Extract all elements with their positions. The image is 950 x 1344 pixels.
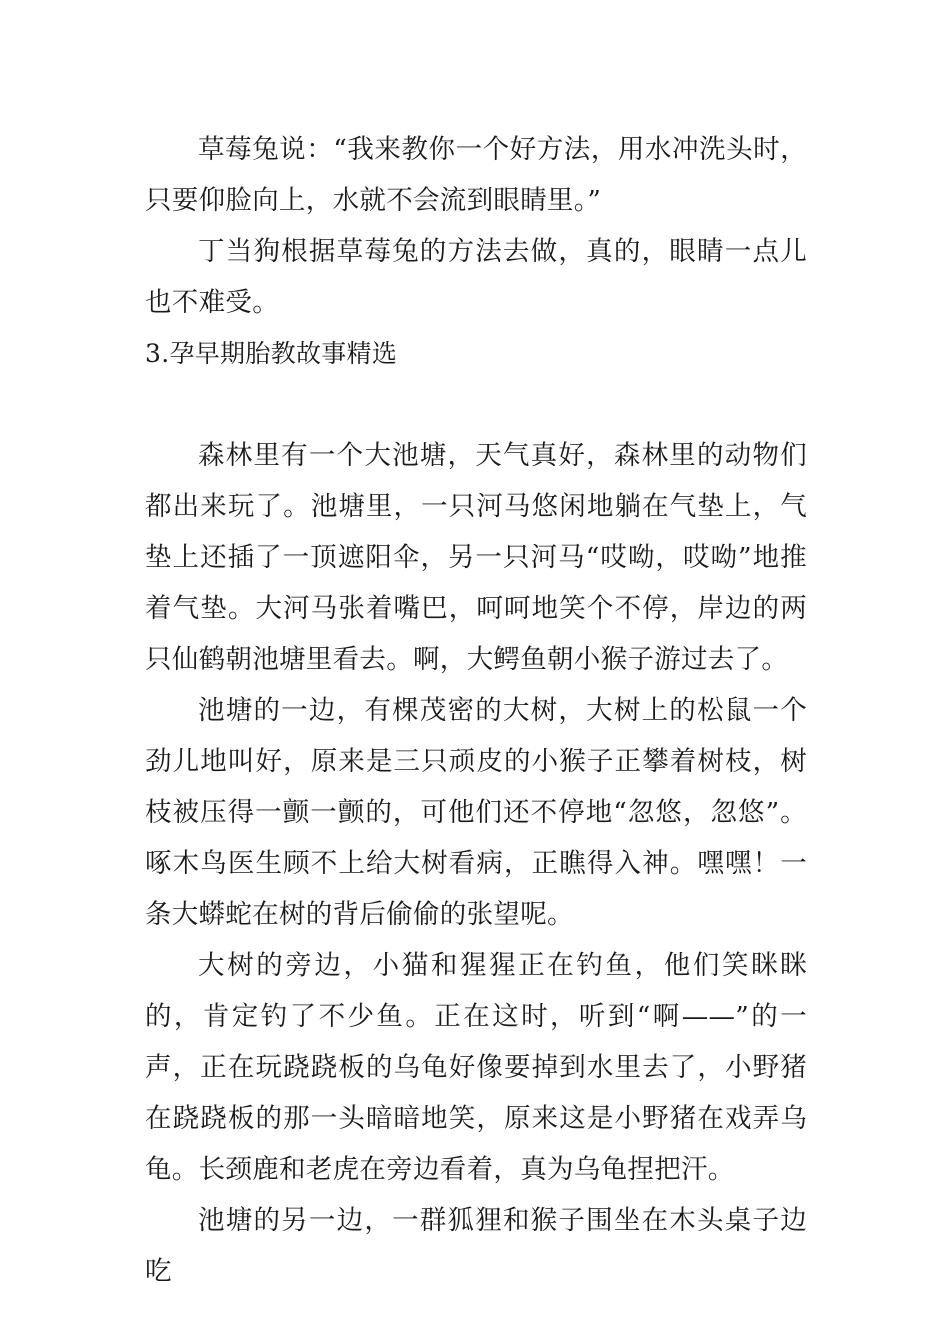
document-page <box>145 124 807 1297</box>
paragraph-forest-pond: 森林里有一个大池塘，天气真好，森林里的动物们都出来玩了。池塘里，一只河马悠闲地躺在气垫上，气垫上还插了一顶遮阳伞，另一只河马“哎呦，哎呦”地推着气垫。大河马张着嘴巴，呵呵地笑个不停，岸边的两只仙鹤朝池塘里看去。啊，大鳄鱼朝小猴子游过去了。 <box>145 440 807 675</box>
paragraph-other-side: 池塘的另一边，一群狐狸和猴子围坐在木头桌子边吃 <box>145 1205 807 1287</box>
section-heading: 3.孕早期胎教故事精选 <box>145 339 398 368</box>
paragraph-big-tree: 池塘的一边，有棵茂密的大树，大树上的松鼠一个劲儿地叫好，原来是三只顽皮的小猴子正攀着树枝，树枝被压得一颤一颤的，可他们还不停地“忽悠，忽悠”。啄木鸟医生顾不上给大树看病，正瞧得入神。嘿嘿！一条大蟒蛇在树的背后偷偷的张望呢。 <box>145 695 807 930</box>
blank-line <box>145 379 807 430</box>
paragraph-strawberry-rabbit-advice: 草莓兔说：“我来教你一个好方法，用水冲洗头时，只要仰脸向上，水就不会流到眼睛里。” <box>145 134 807 216</box>
paragraph-dingdang-dog-result: 丁当狗根据草莓兔的方法去做，真的，眼睛一点儿也不难受。 <box>145 236 807 318</box>
paragraph-fishing-seesaw: 大树的旁边，小猫和猩猩正在钓鱼，他们笑眯眯的，肯定钓了不少鱼。正在这时，听到“啊——”的一声，正在玩跷跷板的乌龟好像要掉到水里去了，小野猪在跷跷板的那一头暗暗地笑，原来这是小野猪在戏弄乌龟。长颈鹿和老虎在旁边看着，真为乌龟捏把汗。 <box>145 950 807 1185</box>
